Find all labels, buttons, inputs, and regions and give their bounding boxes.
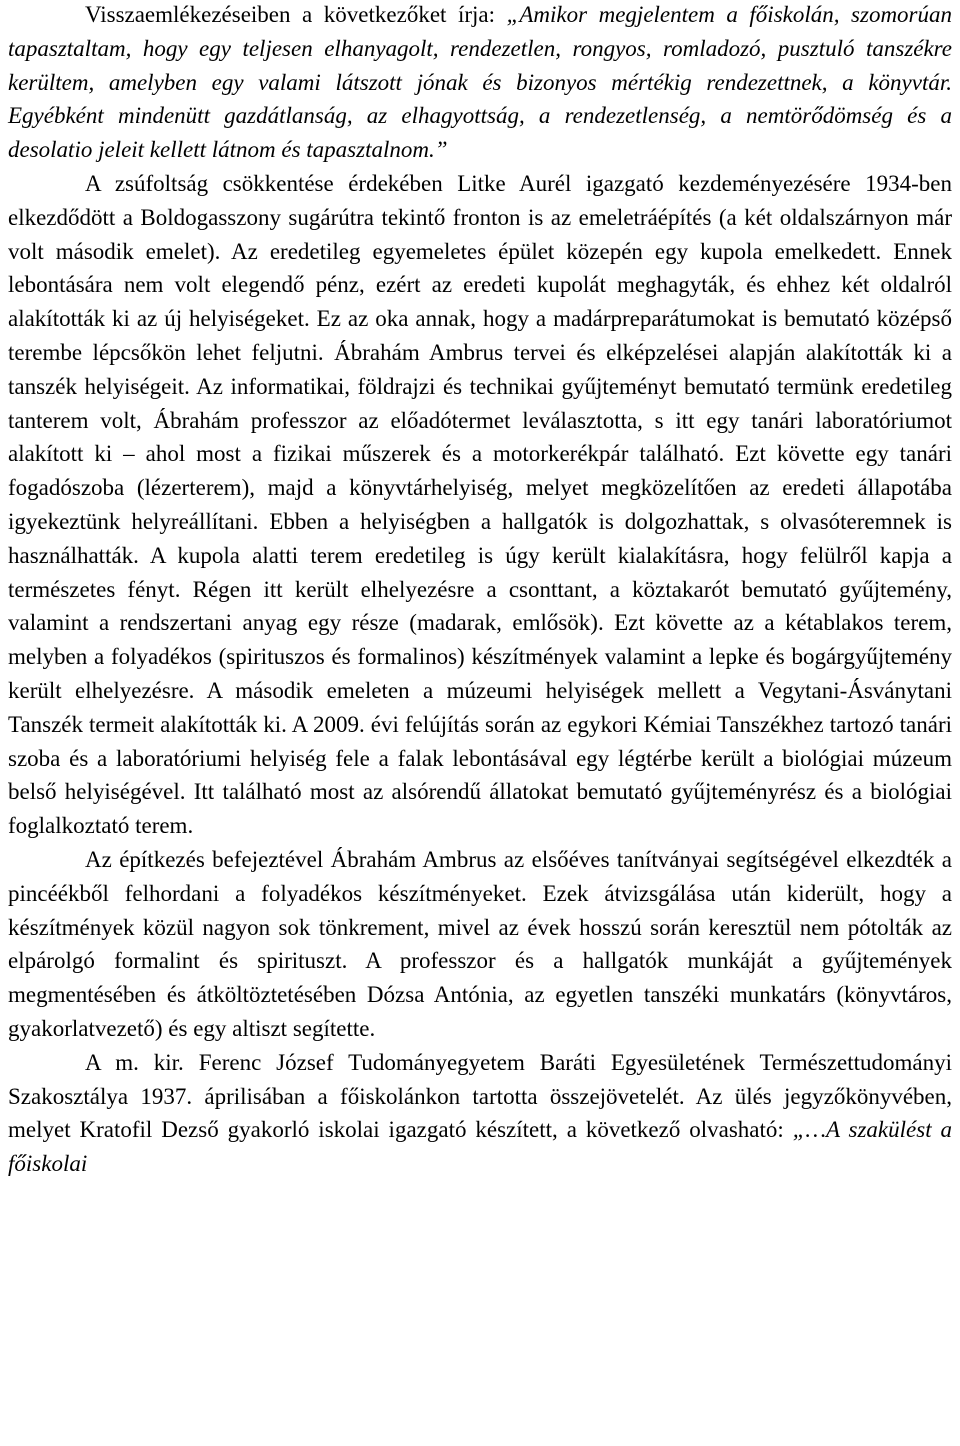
- paragraph-recollection-quote: [8, 0, 952, 167]
- document-page: [8, 0, 952, 1181]
- italic-quotation: „Amikor megjelentem a főiskolán, szomorúan tapasztaltam, hogy egy teljesen elhanyagolt, rendezetlen, rongyos, romladozó, pusztuló tanszékre kerültem, amelyben egy valami látszott jónak és bizonyos mértékig rendezettnek, a könyvtár. Egyébként mindenütt gazdátlanság, az elhagyottság, a rendezetlenség, a nemtörődömség és a desolatio jeleit kellett látnom és tapasztalnom.”: [8, 2, 952, 163]
- paragraph-lead-text: A m. kir. Ferenc József Tudományegyetem Baráti Egyesületének Természettudományi Szakosztálya 1937. áprilisában a főiskolánkon tartotta összejövetelét. Az ülés jegyzőkönyvében, melyet Kratofil Dezső gyakorló iskolai igazgató készített, a következő olvasható:: [8, 1049, 952, 1143]
- italic-quotation: „…A szakülést a főiskolai: [8, 1117, 953, 1177]
- paragraph-building-history: A zsúfoltság csökkentése érdekében Litke Aurél igazgató kezdeményezésére 1934-ben elkezdődött a Boldogasszony sugárútra tekintő fronton is az emeletráépítés (a két oldalszárnyon már volt második emelet). Az eredetileg egyemeletes épület közepén egy kupola emelkedett. Ennek lebontására nem volt elegendő pénz, ezért az eredeti kupolát meghagyták, és ehhez két oldalról alakították ki az új helyiségeket. Ez az oka annak, hogy a madárpreparátumokat is bemutató középső terembe lépcsőkön lehet feljutni. Ábrahám Ambrus tervei és elképzelései alapján alakították ki a tanszék helyiségeit. Az informatikai, földrajzi és technikai gyűjteményt bemutató termünk eredetileg tanterem volt, Ábrahám professzor az előadótermet leválasztotta, s itt egy tanári laboratóriumot alakított ki – ahol most a fizikai műszerek és a motorkerékpár található. Ezt követte egy tanári fogadószoba (lézerterem), majd a könyvtárhelyiség, melyet megközelítően az eredeti állapotába igyekeztünk helyreállítani. Ebben a helyiségben a hallgatók is dolgozhattak, s olvasóteremnek is használhatták. A kupola alatti terem eredetileg is úgy került kialakításra, hogy felülről kapja a természetes fényt. Régen itt került elhelyezésre a csonttant, a köztakarót bemutató gyűjtemény, valamint a rendszertani anyag egy része (madarak, emlősök). Ezt követte az a kétablakos terem, melyben a folyadékos (spirituszos és formalinos) készítmények valamint a lepke és bogárgyűjtemény került elhelyezésre. A második emeleten a múzeumi helyiségek mellett a Vegytani-Ásványtani Tanszék termeit alakították ki. A 2009. évi felújítás során az egykori Kémiai Tanszékhez tartozó tanári szoba és a laboratóriumi helyiség fele a falak lebontásával egy légtérbe került a biológiai múzeum belső helyiségével. Itt található most az alsórendű állatokat bemutató gyűjteményrész és a biológiai foglalkoztató terem.: [8, 170, 952, 839]
- paragraph-lead-text: Visszaemlékezéseiben a következőket írja:: [85, 2, 507, 27]
- paragraph-1937-meeting: [8, 1046, 952, 1181]
- paragraph-collection-rescue: Az építkezés befejeztével Ábrahám Ambrus az elsőéves tanítványai segítségével elkezdték a pincéékből felhordani a folyadékos készítményeket. Ezek átvizsgálása után kiderült, hogy a készítmények közül nagyon sok tönkrement, mivel az évek hosszú során keresztül nem pótolták az elpárolgó formalint és spirituszt. A professzor és a hallgatók munkáját a gyűjtemények megmentésében és átköltöztetésében Dózsa Antónia, az egyetlen tanszéki munkatárs (könyvtáros, gyakorlatvezető) és egy altiszt segítette.: [8, 846, 952, 1041]
